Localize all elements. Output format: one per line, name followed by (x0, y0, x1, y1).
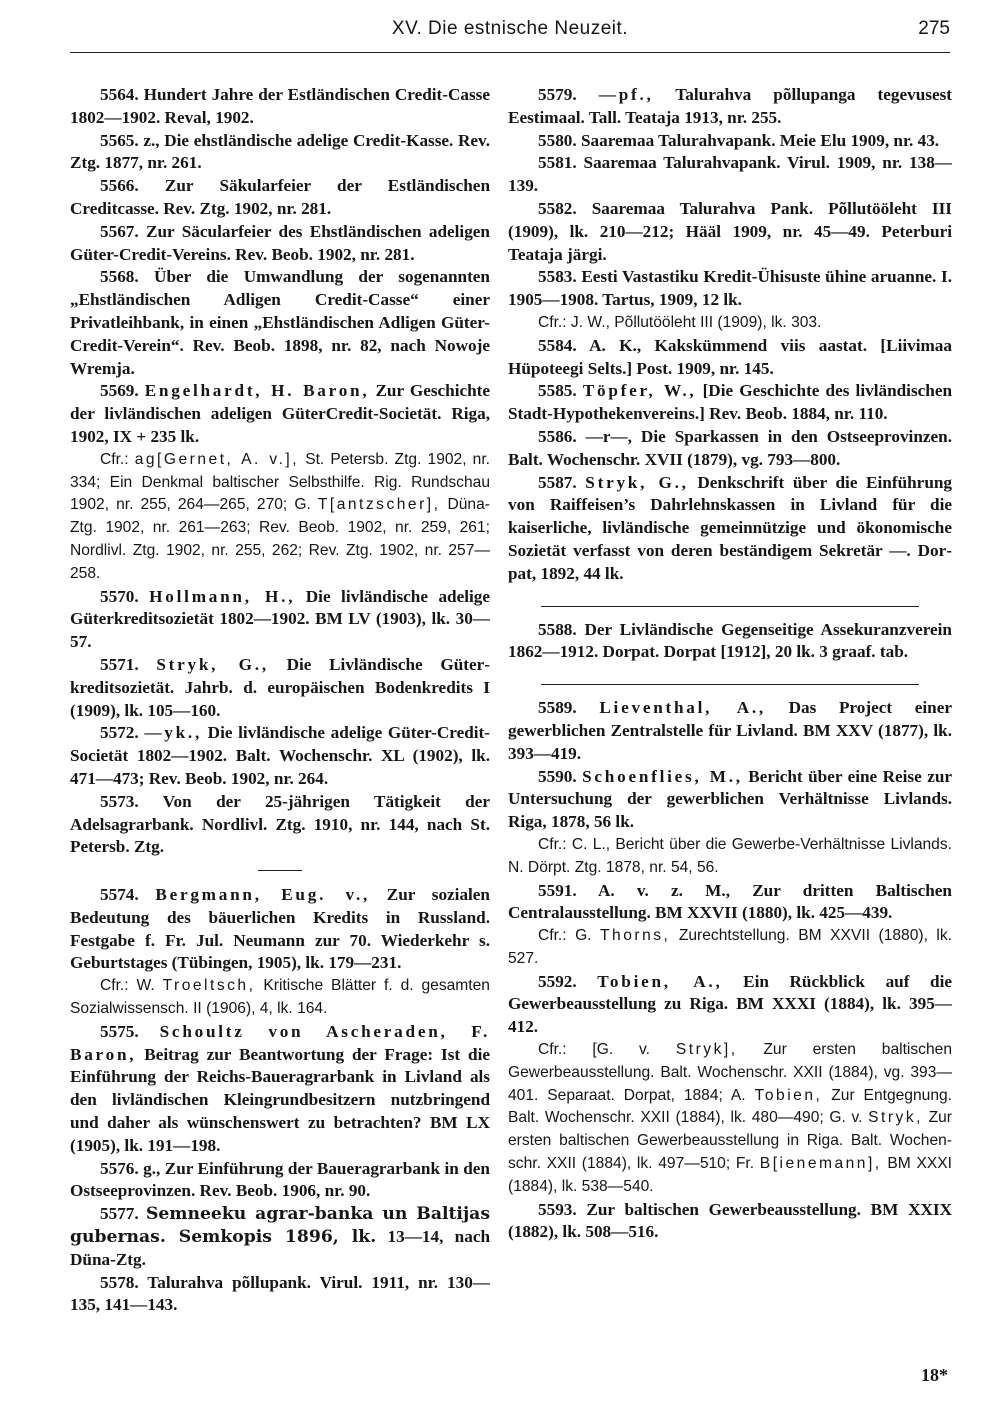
entry-5574 (70, 884, 490, 975)
entry-5582: 5582. Saaremaa Talurahva Pank. Põllutööleht III (1909), lk. 210—212; Hääl 1909, nr. 45—49. Peterburi Teataja järgi. (508, 198, 952, 264)
entry-5590-cfr: Cfr.: C. L., Bericht über die Gewerbe-Verhältnisse Livlands. N. Dörpt. Ztg. 1878, nr. 54, 56. (508, 835, 952, 876)
cfr-author: Troeltsch, (162, 977, 256, 995)
entry-5571 (70, 654, 490, 722)
entry-5592-cfr (508, 1039, 952, 1199)
entry-number: 5590. (538, 766, 577, 786)
cfr-text: BM XXXI (1884), lk. 538—540. (508, 1155, 952, 1195)
section-divider (541, 684, 918, 685)
entry-5575 (70, 1021, 490, 1158)
entry-5584: 5584. A. K., Kakskümmend viis aastat. [Liivimaa Hüpoteegi Selts.] Post. 1909, nr. 145. (508, 335, 952, 378)
entry-author: Töpfer, W., (582, 381, 697, 401)
entry-text: 13—14, nach Düna-Ztg. (70, 1227, 491, 1269)
entry-5587 (508, 472, 952, 586)
entry-5585 (508, 380, 952, 426)
entry-number: 5587. (538, 472, 577, 492)
entry-5568: 5568. Über die Umwandlung der sogenannten „Ehstländischen Adligen Credit-Casse“ einer Privatleihbank, in einen „Ehstländischen Adligen Güter-Credit-Verein“. Rev. Beob. 1898, nr. 82, nach Nowoje Wremja. (70, 267, 490, 378)
entry-5579 (508, 84, 952, 130)
header-rule (70, 52, 950, 53)
section-divider (541, 606, 918, 607)
entry-5567: 5567. Zur Säcularfeier des Ehstländischen adeligen Güter-Credit-Vereins. Rev. Beob. 1902, nr. 281. (70, 221, 490, 264)
entry-number: 5574. (100, 885, 139, 905)
entry-5574-cfr (70, 975, 490, 1021)
entry-5588: 5588. Der Livländische Gegenseitige Assekuranzverein 1862—1912. Dorpat. Dorpat [1912], 20 lk. 3 graaf. tab. (508, 619, 952, 662)
entry-5583-cfr: Cfr.: J. W., Põllutööleht III (1909), lk. 303. (538, 313, 822, 331)
entry-text: Das Project einer gewerblichen Zentralstelle für Livland. BM XXV (1877), lk. 393—419. (508, 698, 952, 763)
entry-text: Die Livländische Güterkreditsozietät. Jahrb. d. europäischen Bodenkredits I (1909), lk. 105—160. (70, 654, 491, 720)
entry-5591: 5591. A. v. z. M., Zur dritten Baltischen Centralausstellung. BM XXVII (1880), lk. 425—439. (508, 880, 952, 923)
cfr-author: ag[Gernet, A. v.], (134, 450, 300, 468)
cfr-label: Cfr.: W. (100, 977, 155, 995)
cfr-author: Stryk], (675, 1041, 738, 1059)
entry-number: 5577. (100, 1204, 139, 1224)
entry-text: Ein Rückblick auf die Gewerbeausstellung zu Riga. BM XXXI (1884), lk. 395—412. (508, 971, 953, 1037)
right-column (508, 84, 952, 1244)
cfr-label: Cfr.: G. (538, 927, 592, 945)
cfr-text: Kritische Blätter f. d. gesamten Sozialwissensch. II (1906), 4, lk. 164. (70, 977, 490, 1018)
entry-number: 5592. (538, 971, 577, 991)
running-head-title: XV. Die estnische Neuzeit. (391, 18, 629, 39)
entry-text: Zur sozialen Bedeutung des bäuerlichen Kredits in Russland. Festgabe f. Fr. Jul. Neumann zur 70. Wiederkehr s. Geburtstages (Tübingen, 1905), lk. 179—231. (70, 885, 490, 973)
entry-5591-cfr (508, 925, 952, 971)
entry-author: —yk., (144, 723, 203, 743)
cfr-author: B[ienemann], (759, 1155, 882, 1173)
entry-text: Beitrag zur Beantwortung der Frage: Ist die Einführung der Reichs-Baueragrarbank in Livland als den livländischen Kleingrundbesitzern nutzbringend und daher als wünschenswert zu betrachten? BM LX (1905), lk. 191—198. (70, 1044, 490, 1155)
entry-5586: 5586. —r—, Die Sparkassen in den Ostseeprovinzen. Balt. Wochenschr. XVII (1879), vg. 793—800. (508, 426, 952, 469)
entry-5589 (508, 697, 952, 765)
page-header (70, 18, 950, 48)
entry-5570 (70, 586, 490, 654)
cfr-text: Düna-Ztg. 1902, nr. 261—263; Rev. Beob. 1902, nr. 259, 261; Nordlivl. Ztg. 1902, nr. 255, 262; Rev. Ztg. 1902, nr. 257—258. (70, 496, 490, 582)
entry-author: Stryk, G., (156, 654, 269, 674)
entry-number: 5572. (100, 723, 139, 743)
entry-5578: 5578. Talurahva põllupank. Virul. 1911, nr. 130—135, 141—143. (70, 1272, 490, 1315)
entry-author: Stryk, G., (585, 472, 689, 492)
entry-author: Tobien, A., (597, 971, 723, 991)
entry-author: Bergmann, Eug. v., (155, 885, 371, 905)
entry-fraktur-text: Semneeku agrar-banka un Baltijas gubernas. Semkopis 1896, lk. (70, 1204, 490, 1248)
entry-author: Hollmann, H., (149, 586, 296, 606)
entry-author: Schoultz von Ascheraden, F. Baron, (70, 1021, 490, 1064)
entry-5572 (70, 722, 490, 790)
entry-text: Die livländische adelige Güterkreditsozietät 1802—1902. BM LV (1903), lk. 30—57. (70, 586, 491, 652)
entry-5569 (70, 380, 490, 448)
entry-author: —pf., (598, 85, 654, 104)
cfr-author: Tobien, (754, 1086, 823, 1104)
entry-5576: 5576. g., Zur Einführung der Baueragrarbank in den Ostseeprovinzen. Rev. Beob. 1906, nr. 90. (70, 1158, 490, 1201)
page-number: 275 (918, 18, 950, 39)
cfr-label: Cfr.: [G. v. (538, 1041, 651, 1059)
left-column (70, 84, 490, 1317)
entry-text: Talurahva põllupanga tegevusest Eestimaal. Tall. Teataja 1913, nr. 255. (508, 85, 953, 127)
entry-number: 5585. (538, 381, 577, 401)
cfr-label: Cfr.: (100, 450, 129, 468)
entry-5593: 5593. Zur baltischen Gewerbeausstellung. BM XXIX (1882), lk. 508—516. (508, 1199, 952, 1242)
cfr-author: Stryk, (868, 1109, 923, 1127)
entry-number: 5575. (100, 1021, 139, 1041)
entry-text: Bericht über eine Reise zur Untersuchung der gewerblichen Verhältnisse Livlands. Riga, 1878, 56 lk. (508, 766, 953, 832)
entry-5583: 5583. Eesti Vastastiku Kredit-Ühisuste ühine aruanne. I. 1905—1908. Tartus, 1909, 12 lk. (508, 267, 952, 310)
entry-5577 (70, 1203, 490, 1271)
entry-5590 (508, 766, 952, 834)
cfr-text: Zurechtstellung. BM XXVII (1880), lk. 527. (508, 927, 952, 967)
cfr-author: T[antzscher], (317, 496, 441, 514)
entry-number: 5571. (100, 654, 139, 674)
entry-text: [Die Geschichte des livländischen Stadt-Hypothekenvereins.] Rev. Beob. 1884, nr. 110. (508, 381, 953, 424)
entry-text: Die livländische adelige Güter-Credit-Societät 1802—1902. Balt. Wochenschr. XL (1902), lk. 471—473; Rev. Beob. 1902, nr. 264. (70, 723, 490, 788)
entry-5580: 5580. Saaremaa Talurahvapank. Meie Elu 1909, nr. 43. (538, 130, 940, 150)
cfr-author: Thorns, (600, 927, 671, 945)
section-divider (258, 870, 302, 871)
entry-number: 5579. (538, 85, 577, 104)
cfr-text: St. Petersb. Ztg. 1902, nr. 334; Ein Denkmal baltischer Selbsthilfe. Rig. Rundschau 1902, nr. 255, 264—265, 270; G. (70, 450, 490, 514)
entry-author: Schoenflies, M., (582, 766, 743, 786)
entry-5581: 5581. Saaremaa Talurahvapank. Virul. 1909, nr. 138—139. (508, 153, 952, 196)
entry-5573: 5573. Von der 25-jährigen Tätigkeit der Adelsagrarbank. Nordlivl. Ztg. 1910, nr. 144, nach St. Petersb. Ztg. (70, 791, 490, 857)
signature-mark: 18* (921, 1365, 948, 1385)
entry-5566: 5566. Zur Säkularfeier der Estländischen Creditcasse. Rev. Ztg. 1902, nr. 281. (70, 176, 490, 218)
entry-5569-cfr (70, 449, 490, 586)
entry-5565: 5565. z., Die ehstländische adelige Credit-Kasse. Rev. Ztg. 1877, nr. 261. (70, 130, 490, 173)
entry-author: Engelhardt, H. Baron, (144, 381, 370, 401)
entry-5564: 5564. Hundert Jahre der Estländischen Credit-Casse 1802—1902. Reval, 1902. (70, 85, 490, 127)
entry-number: 5570. (100, 586, 139, 606)
cfr-text: Zur ersten baltischen Gewerbeausstellung. Balt. Wochenschr. XXII (1884), vg. 393—401. Separaat. Dorpat, 1884; A. (508, 1041, 952, 1104)
entry-text: Denkschrift über die Einführung von Raiffeisen’s Dahrlehnskassen in Livland für die kaiserliche, livländische gemeinnützige und ökonomische Sozietät verfasst von deren beständigem Sekretär —. Dorpat, 1892, 44 lk. (508, 472, 953, 583)
cfr-text: Zur ersten baltischen Gewerbeausstellung in Riga. Balt. Wochenschr. XXII (1884), lk. 497—510; Fr. (508, 1109, 952, 1173)
entry-number: 5569. (100, 381, 139, 401)
entry-text: Zur Geschichte der livländischen adeligen GüterCredit-Societät. Riga, 1902, IX + 235 lk. (70, 381, 491, 446)
cfr-text: Zur Entgegnung. Balt. Wochenschr. XXII (1884), lk. 480—490; G. v. (508, 1086, 952, 1127)
entry-author: Lieventhal, A., (599, 698, 766, 718)
entry-number: 5589. (538, 698, 577, 718)
entry-5592 (508, 971, 952, 1039)
